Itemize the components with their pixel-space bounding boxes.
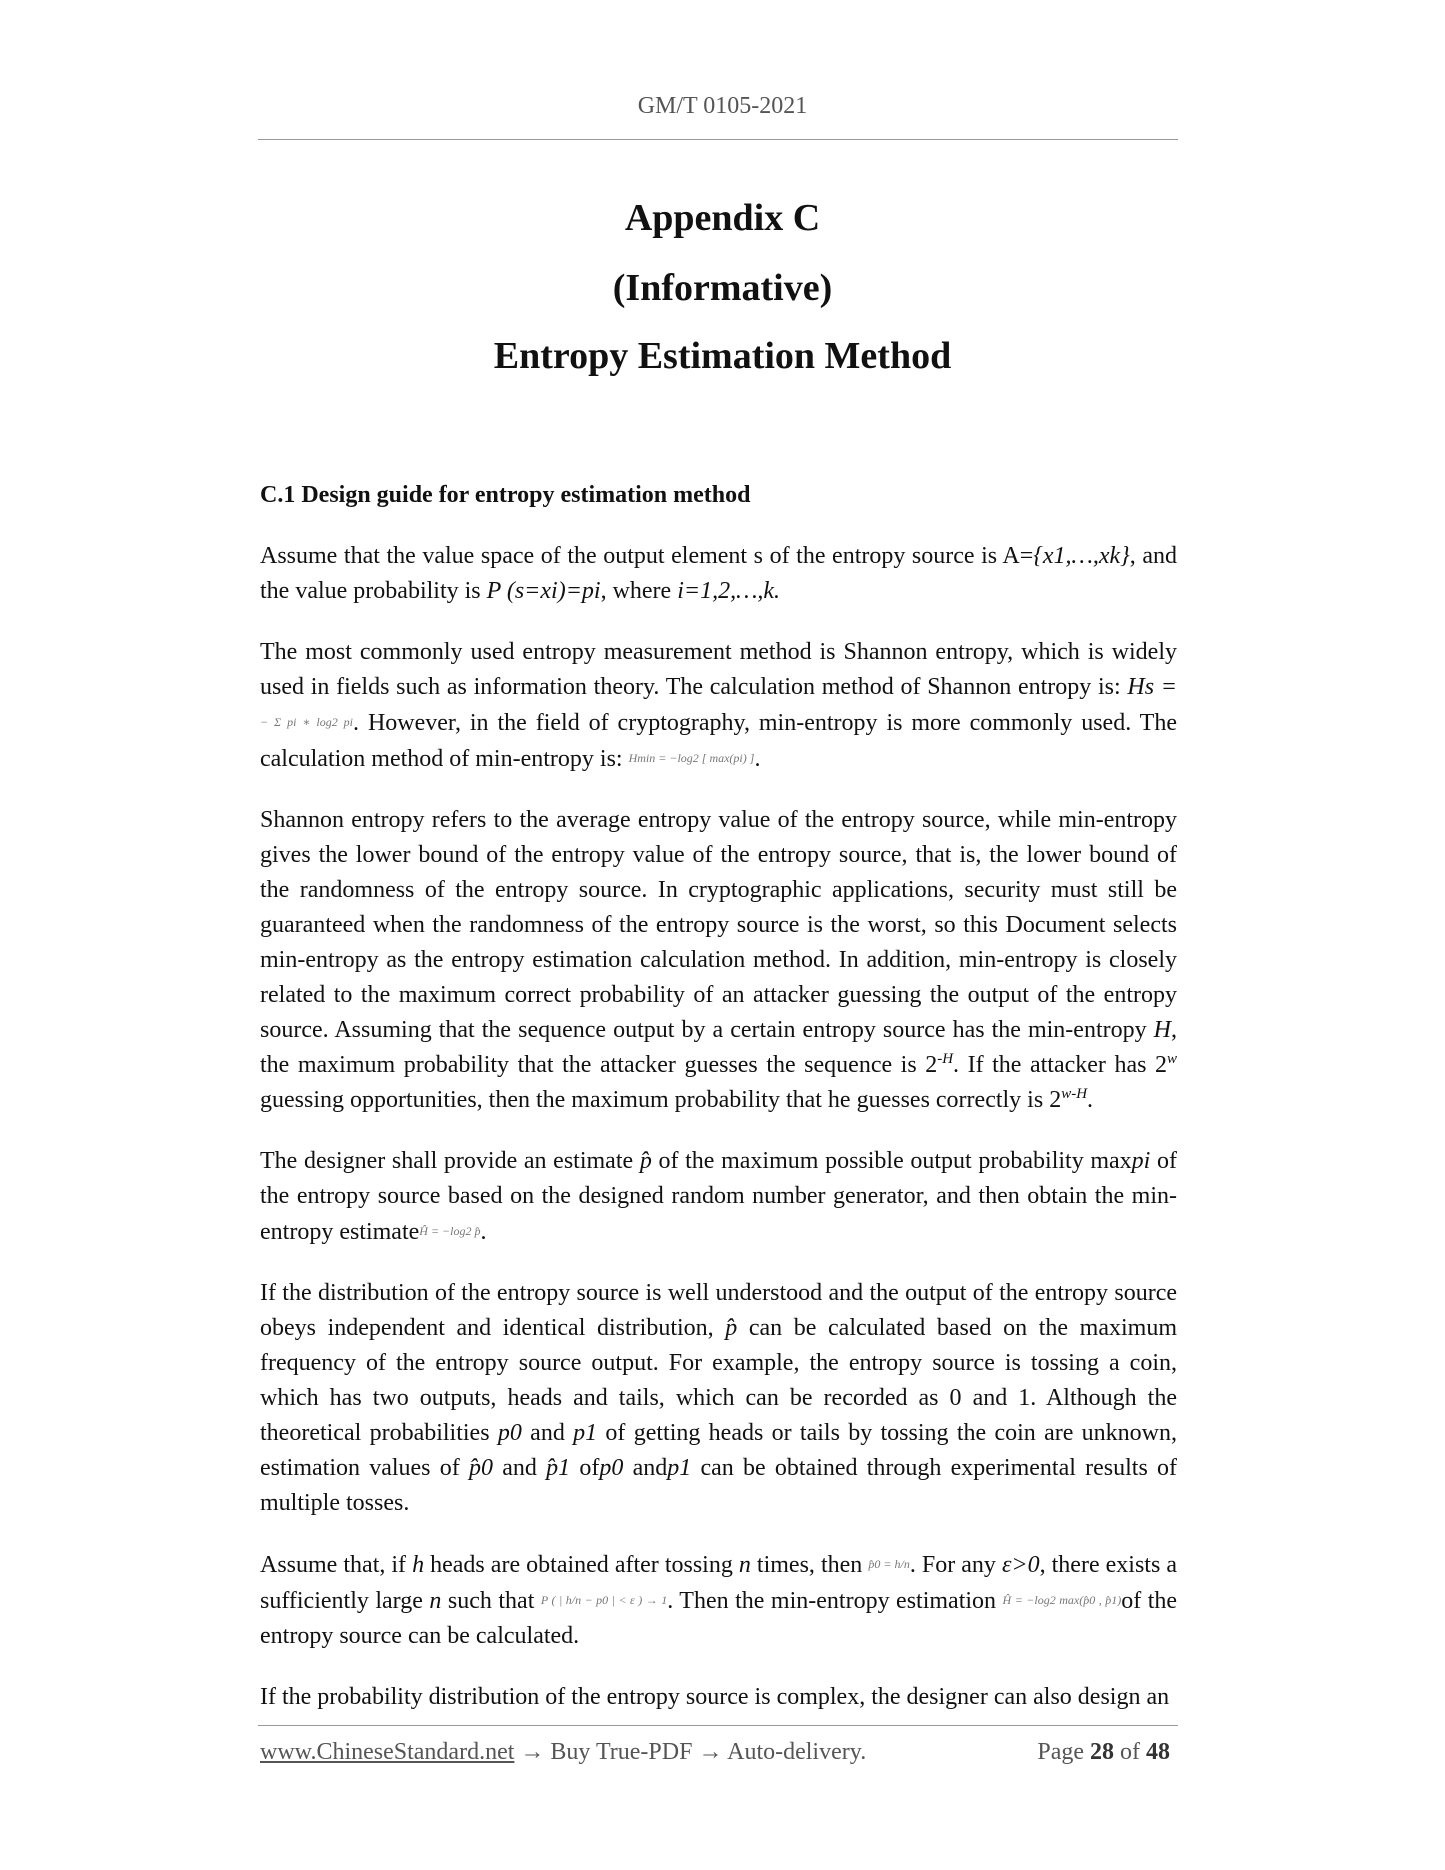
probability-expr: P (s=xi)=pi: [486, 578, 601, 604]
value-set: {x1,…,xk}: [1033, 543, 1130, 569]
purchase-note: → Buy True-PDF → Auto-delivery.: [514, 1739, 867, 1765]
paragraph-2: The most commonly used entropy measurement method is Shannon entropy, which is widely used in fields such as information theory. The calculation method of Shannon entropy is: Hs = − Σ pi ∗ log2 pi. However, in the field of cryptography, min-entropy is more commonly used. The calculation method of min-entropy is: Hmin = −log2 [ max(pi) ].: [260, 639, 1178, 772]
appendix-name: Entropy Estimation Method: [493, 335, 952, 377]
h-hat-formula: Ĥ = −log2 p̂: [419, 1224, 481, 1238]
limit-formula: P ( | h/n − p0 | < ε ) → 1: [540, 1593, 668, 1607]
appendix-title: Appendix C: [624, 197, 821, 239]
document-body: [260, 478, 1177, 1741]
min-entropy-formula: Hmin = −log2 [ max(pi) ]: [628, 751, 755, 765]
paragraph-7: If the probability distribution of the entropy source is complex, the designer can also design an: [260, 1684, 1170, 1710]
footer-divider: [258, 1725, 1178, 1726]
site-link[interactable]: www.ChineseStandard.net: [260, 1739, 515, 1765]
header-divider: [258, 139, 1178, 140]
appendix-type: (Informative): [612, 267, 833, 309]
paragraph-5: If the distribution of the entropy source is well understood and the output of the entropy source obeys independent and identical distribution, p̂ can be calculated based on the maximum frequency of the entropy source output. For example, the entropy source is tossing a coin, which has two outputs, heads and tails, which can be recorded as 0 and 1. Although the theoretical probabilities p0 and p1 of getting heads or tails by tossing the coin are unknown, estimation values of p̂0 and p̂1 ofp0 andp1 can be obtained through experimental results of multiple tosses.: [260, 1280, 1178, 1516]
document-code: GM/T 0105-2021: [637, 93, 808, 119]
p0-estimate-formula: p̂0 = h/n: [868, 1557, 910, 1571]
shannon-formula: − Σ pi ∗ log2 pi: [260, 715, 354, 729]
paragraph-3: Shannon entropy refers to the average entropy value of the entropy source, while min-entropy gives the lower bound of the entropy value of the entropy source, that is, the lower bound of the randomness of the entropy source. In cryptographic applications, security must still be guaranteed when the randomness of the entropy source is the worst, so this Document selects min-entropy as the entropy estimation calculation method. In addition, min-entropy is closely related to the maximum correct probability of an attacker guessing the output of the entropy source. Assuming that the sequence output by a certain entropy source has the min-entropy H, the maximum probability that the attacker guesses the sequence is $2^{-H}$. If the attacker has 2$^w$ guessing opportunities, then the maximum probability that he guesses correctly is $2^{w-H}$.: [260, 807, 1178, 1113]
paragraph-4: The designer shall provide an estimate p̂ of the maximum possible output probability maxpi of the entropy source based on the designed random number generator, and then obtain the min-entropy estimateĤ = −log2 p̂.: [260, 1148, 1177, 1245]
clause-heading: C.1 Design guide for entropy estimation method: [260, 482, 751, 508]
page-total: 48: [1146, 1739, 1170, 1765]
h-hat-max-formula: Ĥ = −log2 max(p̂0 , p̂1): [1002, 1593, 1122, 1607]
index-range: i=1,2,…,k.: [677, 578, 781, 604]
paragraph-1: Assume that the value space of the output element s of the entropy source is A={x1,…,xk}, and the value probability is P (s=xi)=pi, where i=1,2,…,k.: [260, 543, 1178, 604]
page-footer: [260, 1739, 1170, 1766]
paragraph-6: Assume that, if h heads are obtained after tossing n times, then p̂0 = h/n. For any ε>0, there exists a sufficiently large n such that P ( | h/n − p0 | < ε ) → 1. Then the min-entropy estimation Ĥ = −log2 max(p̂0 , p̂1)of the entropy source can be calculated.: [260, 1552, 1178, 1649]
page-number: 28: [1090, 1739, 1114, 1765]
page-indicator: Page 28 of 48: [1037, 1739, 1170, 1765]
shannon-label: Hs =: [1127, 674, 1178, 700]
